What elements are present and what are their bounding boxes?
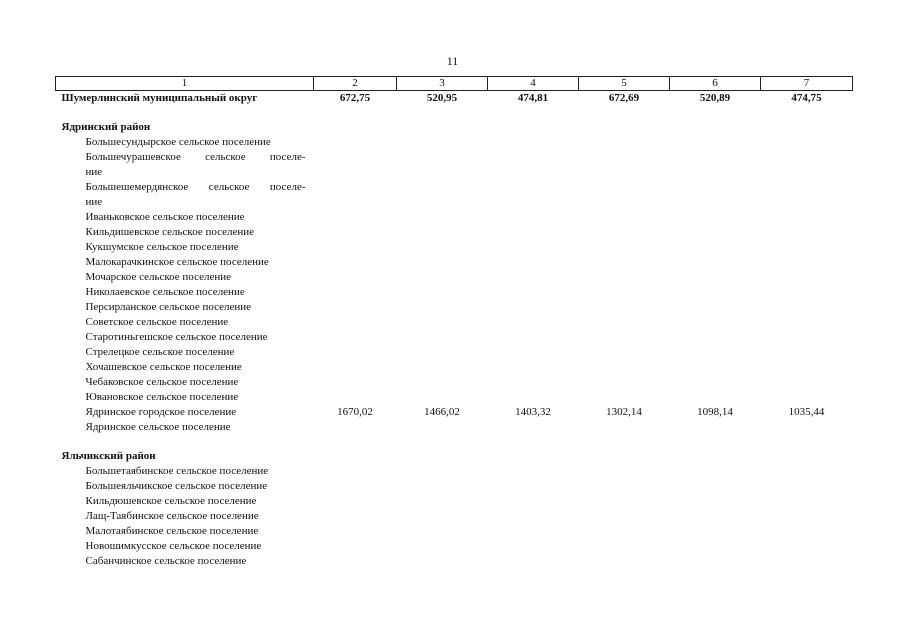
settlement-name: ние bbox=[85, 166, 103, 178]
value-cell bbox=[397, 345, 488, 360]
value-cell bbox=[761, 255, 853, 270]
value-cell bbox=[761, 165, 853, 180]
spacer-row bbox=[56, 435, 853, 449]
table-row bbox=[56, 135, 853, 150]
table-row bbox=[56, 315, 853, 330]
settlement-name: Николаевское сельское поселение bbox=[85, 286, 245, 298]
value-cell: 1466,02 bbox=[424, 406, 460, 418]
value-cell bbox=[761, 330, 853, 345]
value-cell bbox=[670, 225, 761, 240]
value-cell bbox=[397, 150, 488, 165]
value-cell bbox=[670, 240, 761, 255]
value-cell bbox=[397, 180, 488, 195]
value-cell bbox=[579, 420, 670, 435]
value-cell bbox=[579, 375, 670, 390]
value-cell bbox=[488, 479, 579, 494]
value-cell bbox=[488, 464, 579, 479]
value-cell bbox=[314, 464, 397, 479]
value-cell bbox=[397, 539, 488, 554]
value-cell bbox=[397, 255, 488, 270]
value-cell bbox=[488, 180, 579, 195]
value-cell bbox=[670, 479, 761, 494]
value-cell bbox=[670, 285, 761, 300]
table-row bbox=[56, 330, 853, 345]
value-cell bbox=[397, 330, 488, 345]
table-row bbox=[56, 150, 853, 165]
value-cell bbox=[579, 539, 670, 554]
value-cell bbox=[314, 315, 397, 330]
settlement-name: Большешемердянское сельское поселе- bbox=[85, 181, 306, 193]
table-row bbox=[56, 390, 853, 405]
header-cell: 6 bbox=[670, 77, 761, 91]
section-row bbox=[56, 91, 853, 107]
value-cell bbox=[488, 255, 579, 270]
value-cell bbox=[488, 330, 579, 345]
settlement-name: Стрелецкое сельское поселение bbox=[85, 346, 235, 358]
value-cell bbox=[761, 360, 853, 375]
value-cell bbox=[488, 240, 579, 255]
value-cell bbox=[670, 210, 761, 225]
value-cell bbox=[670, 330, 761, 345]
value-cell bbox=[488, 195, 579, 210]
table-header-row bbox=[56, 77, 853, 91]
header-cell: 3 bbox=[397, 77, 488, 91]
value-cell bbox=[579, 165, 670, 180]
value-cell bbox=[314, 195, 397, 210]
value-cell bbox=[579, 479, 670, 494]
value-cell bbox=[314, 330, 397, 345]
value-cell bbox=[488, 449, 579, 464]
value-cell bbox=[397, 165, 488, 180]
settlement-name: Мочарское сельское поселение bbox=[85, 271, 231, 283]
value-cell bbox=[761, 420, 853, 435]
value-cell bbox=[761, 524, 853, 539]
value-cell bbox=[488, 210, 579, 225]
value-cell bbox=[761, 195, 853, 210]
value-cell bbox=[670, 255, 761, 270]
value-cell bbox=[761, 554, 853, 569]
value-cell bbox=[488, 315, 579, 330]
value-cell bbox=[488, 524, 579, 539]
value-cell bbox=[397, 449, 488, 464]
table-row bbox=[56, 554, 853, 569]
value-cell bbox=[488, 390, 579, 405]
settlement-name: Кильдишевское сельское поселение bbox=[85, 226, 255, 238]
value-cell bbox=[397, 390, 488, 405]
value-cell bbox=[488, 509, 579, 524]
value-cell bbox=[397, 509, 488, 524]
value-cell bbox=[314, 240, 397, 255]
table-body bbox=[56, 91, 853, 570]
data-table bbox=[55, 76, 853, 569]
value-cell bbox=[579, 150, 670, 165]
header-cell: 1 bbox=[56, 77, 314, 91]
value-cell bbox=[314, 449, 397, 464]
value-cell bbox=[488, 165, 579, 180]
table-row bbox=[56, 165, 853, 180]
value-cell bbox=[670, 195, 761, 210]
value-cell bbox=[761, 345, 853, 360]
table-row bbox=[56, 195, 853, 210]
settlement-name: Малокарачкинское сельское поселение bbox=[85, 256, 269, 268]
table-row bbox=[56, 494, 853, 509]
value-cell bbox=[397, 375, 488, 390]
value-cell bbox=[579, 345, 670, 360]
section-title: Ядринский район bbox=[61, 121, 151, 133]
value-cell bbox=[579, 210, 670, 225]
value-cell bbox=[314, 225, 397, 240]
settlement-name: Ювановское сельское поселение bbox=[85, 391, 239, 403]
value-cell bbox=[488, 135, 579, 150]
value-cell bbox=[397, 420, 488, 435]
table-row bbox=[56, 464, 853, 479]
value-cell bbox=[397, 285, 488, 300]
value-cell bbox=[579, 449, 670, 464]
value-cell bbox=[670, 315, 761, 330]
value-cell bbox=[397, 524, 488, 539]
value-cell bbox=[670, 494, 761, 509]
spacer-cell bbox=[56, 106, 853, 120]
value-cell: 672,75 bbox=[339, 92, 371, 104]
settlement-name: Большетаябинское сельское поселение bbox=[85, 465, 269, 477]
section-row bbox=[56, 120, 853, 135]
value-cell bbox=[397, 270, 488, 285]
value-cell bbox=[761, 285, 853, 300]
value-cell bbox=[761, 539, 853, 554]
value-cell bbox=[579, 270, 670, 285]
value-cell bbox=[579, 255, 670, 270]
value-cell bbox=[397, 210, 488, 225]
value-cell bbox=[488, 554, 579, 569]
value-cell bbox=[761, 509, 853, 524]
table-row bbox=[56, 405, 853, 420]
header-cell: 2 bbox=[314, 77, 397, 91]
table-row bbox=[56, 360, 853, 375]
value-cell bbox=[314, 300, 397, 315]
value-cell bbox=[314, 270, 397, 285]
value-cell bbox=[314, 345, 397, 360]
value-cell bbox=[314, 285, 397, 300]
value-cell bbox=[488, 225, 579, 240]
value-cell bbox=[579, 554, 670, 569]
value-cell bbox=[579, 494, 670, 509]
value-cell bbox=[397, 225, 488, 240]
value-cell bbox=[397, 300, 488, 315]
value-cell bbox=[314, 524, 397, 539]
settlement-name: Иваньковское сельское поселение bbox=[85, 211, 245, 223]
value-cell bbox=[579, 315, 670, 330]
section-row bbox=[56, 449, 853, 464]
value-cell bbox=[579, 300, 670, 315]
value-cell bbox=[314, 554, 397, 569]
value-cell: 520,95 bbox=[426, 92, 458, 104]
value-cell bbox=[314, 210, 397, 225]
value-cell bbox=[314, 165, 397, 180]
settlement-name: Ядринское сельское поселение bbox=[85, 421, 231, 433]
value-cell bbox=[314, 479, 397, 494]
value-cell bbox=[314, 420, 397, 435]
value-cell bbox=[761, 375, 853, 390]
value-cell bbox=[670, 464, 761, 479]
value-cell bbox=[761, 315, 853, 330]
value-cell: 1035,44 bbox=[788, 406, 825, 418]
value-cell bbox=[397, 135, 488, 150]
value-cell bbox=[761, 449, 853, 464]
value-cell bbox=[579, 120, 670, 135]
value-cell bbox=[670, 135, 761, 150]
value-cell bbox=[397, 240, 488, 255]
value-cell bbox=[314, 390, 397, 405]
section-title: Яльчикский район bbox=[61, 450, 156, 462]
value-cell bbox=[488, 285, 579, 300]
value-cell bbox=[670, 300, 761, 315]
value-cell bbox=[397, 360, 488, 375]
value-cell bbox=[488, 300, 579, 315]
value-cell bbox=[397, 494, 488, 509]
value-cell bbox=[670, 345, 761, 360]
settlement-name: Малотаябинское сельское поселение bbox=[85, 525, 259, 537]
table-row bbox=[56, 524, 853, 539]
value-cell bbox=[670, 375, 761, 390]
value-cell bbox=[761, 300, 853, 315]
value-cell bbox=[488, 345, 579, 360]
value-cell bbox=[670, 120, 761, 135]
value-cell bbox=[397, 479, 488, 494]
settlement-name: Кукшумское сельское поселение bbox=[85, 241, 239, 253]
value-cell bbox=[761, 390, 853, 405]
settlement-name: Большесундырское сельское поселение bbox=[85, 136, 271, 148]
value-cell bbox=[761, 180, 853, 195]
value-cell bbox=[761, 240, 853, 255]
value-cell bbox=[488, 494, 579, 509]
value-cell bbox=[670, 524, 761, 539]
value-cell: 474,75 bbox=[791, 92, 822, 104]
settlement-name: Советское сельское поселение bbox=[85, 316, 229, 328]
settlement-name: Новошимкусское сельское поселение bbox=[85, 540, 262, 552]
value-cell bbox=[761, 494, 853, 509]
settlement-name: Персирланское сельское поселение bbox=[85, 301, 252, 313]
settlement-name: ние bbox=[85, 196, 103, 208]
value-cell bbox=[761, 135, 853, 150]
value-cell bbox=[579, 464, 670, 479]
settlement-name: Большеяльчикское сельское поселение bbox=[85, 480, 268, 492]
settlement-name: Чебаковское сельское поселение bbox=[85, 376, 239, 388]
value-cell bbox=[488, 375, 579, 390]
table-row bbox=[56, 270, 853, 285]
value-cell bbox=[579, 180, 670, 195]
section-title: Шумерлинский муниципальный округ bbox=[61, 92, 258, 104]
settlement-name: Кильдюшевское сельское поселение bbox=[85, 495, 257, 507]
value-cell bbox=[579, 225, 670, 240]
value-cell bbox=[488, 360, 579, 375]
settlement-name: Лащ-Таябинское сельское поселение bbox=[85, 510, 259, 522]
value-cell bbox=[488, 270, 579, 285]
settlement-name: Старотиньгешское сельское поселение bbox=[85, 331, 268, 343]
value-cell: 1302,14 bbox=[606, 406, 642, 418]
value-cell bbox=[314, 360, 397, 375]
value-cell: 1098,14 bbox=[697, 406, 733, 418]
settlement-name: Сабанчинское сельское поселение bbox=[85, 555, 247, 567]
value-cell bbox=[488, 539, 579, 554]
value-cell bbox=[579, 509, 670, 524]
value-cell bbox=[670, 270, 761, 285]
value-cell: 474,81 bbox=[517, 92, 549, 104]
value-cell bbox=[397, 315, 488, 330]
value-cell bbox=[579, 285, 670, 300]
table-row bbox=[56, 225, 853, 240]
value-cell bbox=[670, 180, 761, 195]
value-cell: 1670,02 bbox=[337, 406, 373, 418]
value-cell bbox=[314, 150, 397, 165]
value-cell bbox=[670, 539, 761, 554]
header-cell: 5 bbox=[579, 77, 670, 91]
value-cell bbox=[670, 360, 761, 375]
value-cell bbox=[670, 509, 761, 524]
table-row bbox=[56, 210, 853, 225]
spacer-cell bbox=[56, 435, 853, 449]
table-row bbox=[56, 479, 853, 494]
table-row bbox=[56, 240, 853, 255]
value-cell bbox=[579, 135, 670, 150]
value-cell bbox=[761, 120, 853, 135]
value-cell bbox=[579, 330, 670, 345]
value-cell: 672,69 bbox=[608, 92, 640, 104]
value-cell bbox=[579, 390, 670, 405]
value-cell bbox=[761, 464, 853, 479]
value-cell bbox=[488, 120, 579, 135]
value-cell: 520,89 bbox=[699, 92, 731, 104]
table-row bbox=[56, 180, 853, 195]
value-cell bbox=[397, 195, 488, 210]
value-cell bbox=[314, 375, 397, 390]
value-cell bbox=[670, 449, 761, 464]
value-cell bbox=[761, 150, 853, 165]
table-row bbox=[56, 375, 853, 390]
value-cell bbox=[579, 360, 670, 375]
spacer-row bbox=[56, 106, 853, 120]
table-row bbox=[56, 255, 853, 270]
value-cell bbox=[670, 150, 761, 165]
value-cell bbox=[488, 420, 579, 435]
page-number: 11 bbox=[446, 54, 459, 68]
header-cell: 7 bbox=[761, 77, 853, 91]
value-cell bbox=[488, 150, 579, 165]
value-cell bbox=[670, 420, 761, 435]
value-cell bbox=[314, 180, 397, 195]
value-cell bbox=[314, 255, 397, 270]
value-cell bbox=[397, 120, 488, 135]
value-cell bbox=[761, 210, 853, 225]
value-cell: 1403,32 bbox=[515, 406, 551, 418]
table-row bbox=[56, 345, 853, 360]
value-cell bbox=[397, 464, 488, 479]
value-cell bbox=[314, 135, 397, 150]
value-cell bbox=[314, 539, 397, 554]
value-cell bbox=[314, 494, 397, 509]
table-row bbox=[56, 300, 853, 315]
value-cell bbox=[670, 165, 761, 180]
value-cell bbox=[579, 195, 670, 210]
value-cell bbox=[314, 509, 397, 524]
settlement-name: Большечурашевское сельское поселе- bbox=[85, 151, 306, 163]
table-row bbox=[56, 509, 853, 524]
value-cell bbox=[314, 120, 397, 135]
settlement-name: Хочашевское сельское поселение bbox=[85, 361, 242, 373]
table-row bbox=[56, 539, 853, 554]
table-row bbox=[56, 420, 853, 435]
value-cell bbox=[579, 240, 670, 255]
value-cell bbox=[761, 270, 853, 285]
value-cell bbox=[761, 479, 853, 494]
table-row bbox=[56, 285, 853, 300]
value-cell bbox=[579, 524, 670, 539]
value-cell bbox=[670, 554, 761, 569]
value-cell bbox=[761, 225, 853, 240]
value-cell bbox=[670, 390, 761, 405]
header-cell: 4 bbox=[488, 77, 579, 91]
settlement-name: Ядринское городское поселение bbox=[85, 406, 237, 418]
value-cell bbox=[397, 554, 488, 569]
